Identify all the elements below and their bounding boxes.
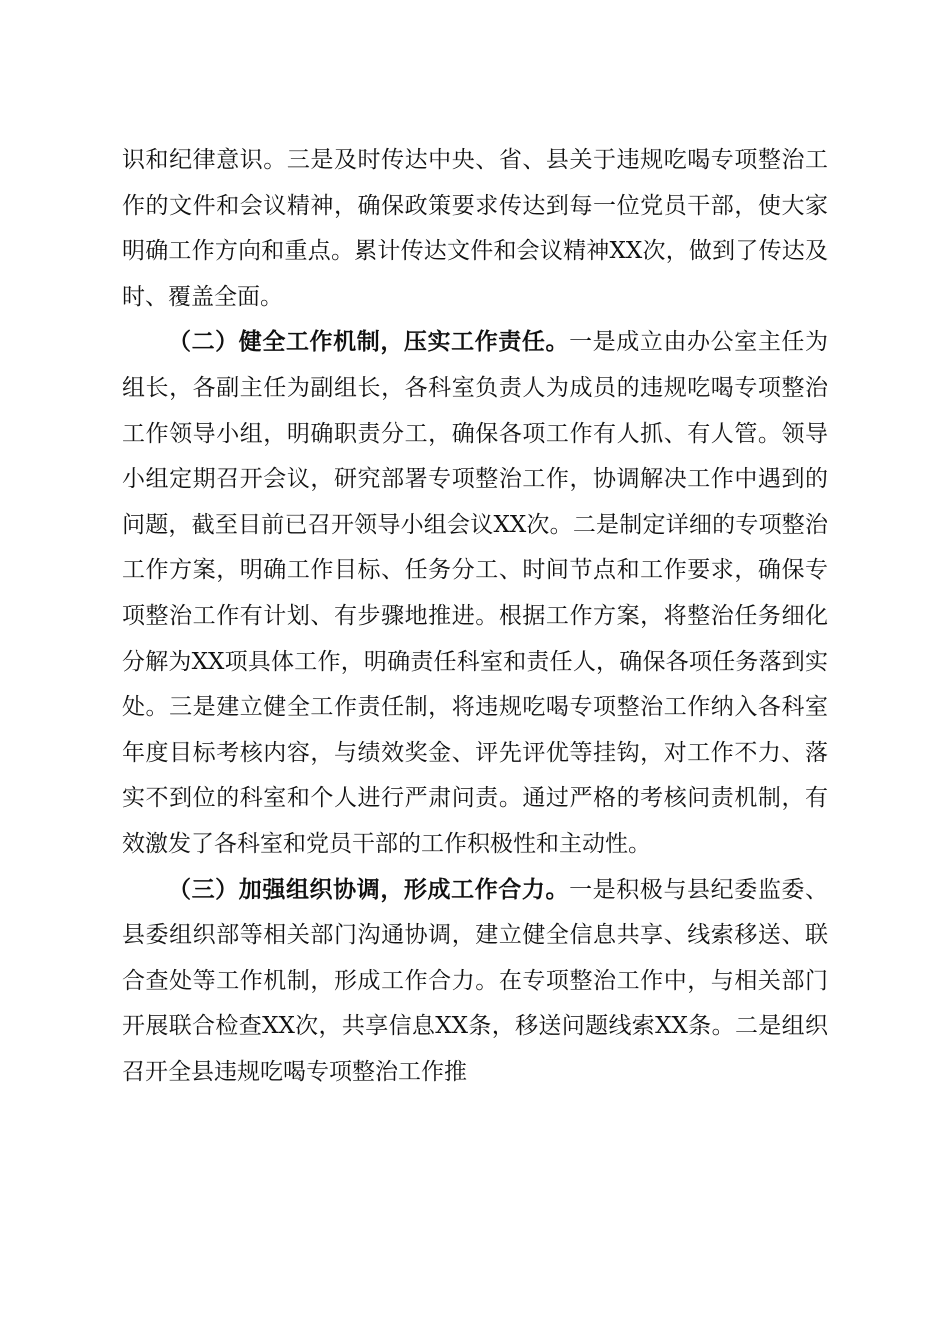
document-body <box>122 138 828 1095</box>
paragraph-body: 识和纪律意识。三是及时传达中央、省、县关于违规吃喝专项整治工作的文件和会议精神，确保政策要求传达到每一位党员干部，使大家明确工作方向和重点。累计传达文件和会议精神XX次，做到了传达及时、覆盖全面。 <box>122 147 828 310</box>
section-heading: （三）加强组织协调，形成工作合力。 <box>168 876 570 903</box>
paragraph-section-3 <box>122 868 828 1096</box>
paragraph-section-2 <box>122 320 828 867</box>
section-heading: （二）健全工作机制，压实工作责任。 <box>168 329 570 356</box>
paragraph-body: 一是成立由办公室主任为组长，各副主任为副组长，各科室负责人为成员的违规吃喝专项整治工作领导小组，明确职责分工，确保各项工作有人抓、有人管。领导小组定期召开会议，研究部署专项整治工作，协调解决工作中遇到的问题，截至目前已召开领导小组会议XX次。二是制定详细的专项整治工作方案，明确工作目标、任务分工、时间节点和工作要求，确保专项整治工作有计划、有步骤地推进。根据工作方案，将整治任务细化分解为XX项具体工作，明确责任科室和责任人，确保各项任务落到实处。三是建立健全工作责任制，将违规吃喝专项整治工作纳入各科室年度目标考核内容，与绩效奖金、评先评优等挂钩，对工作不力、落实不到位的科室和个人进行严肃问责。通过严格的考核问责机制，有效激发了各科室和党员干部的工作积极性和主动性。 <box>122 329 829 857</box>
paragraph-continuation <box>122 138 828 320</box>
paragraph-body: 一是积极与县纪委监委、县委组织部等相关部门沟通协调，建立健全信息共享、线索移送、联合查处等工作机制，形成工作合力。在专项整治工作中，与相关部门开展联合检查XX次，共享信息XX条，移送问题线索XX条。二是组织召开全县违规吃喝专项整治工作推 <box>122 876 829 1085</box>
